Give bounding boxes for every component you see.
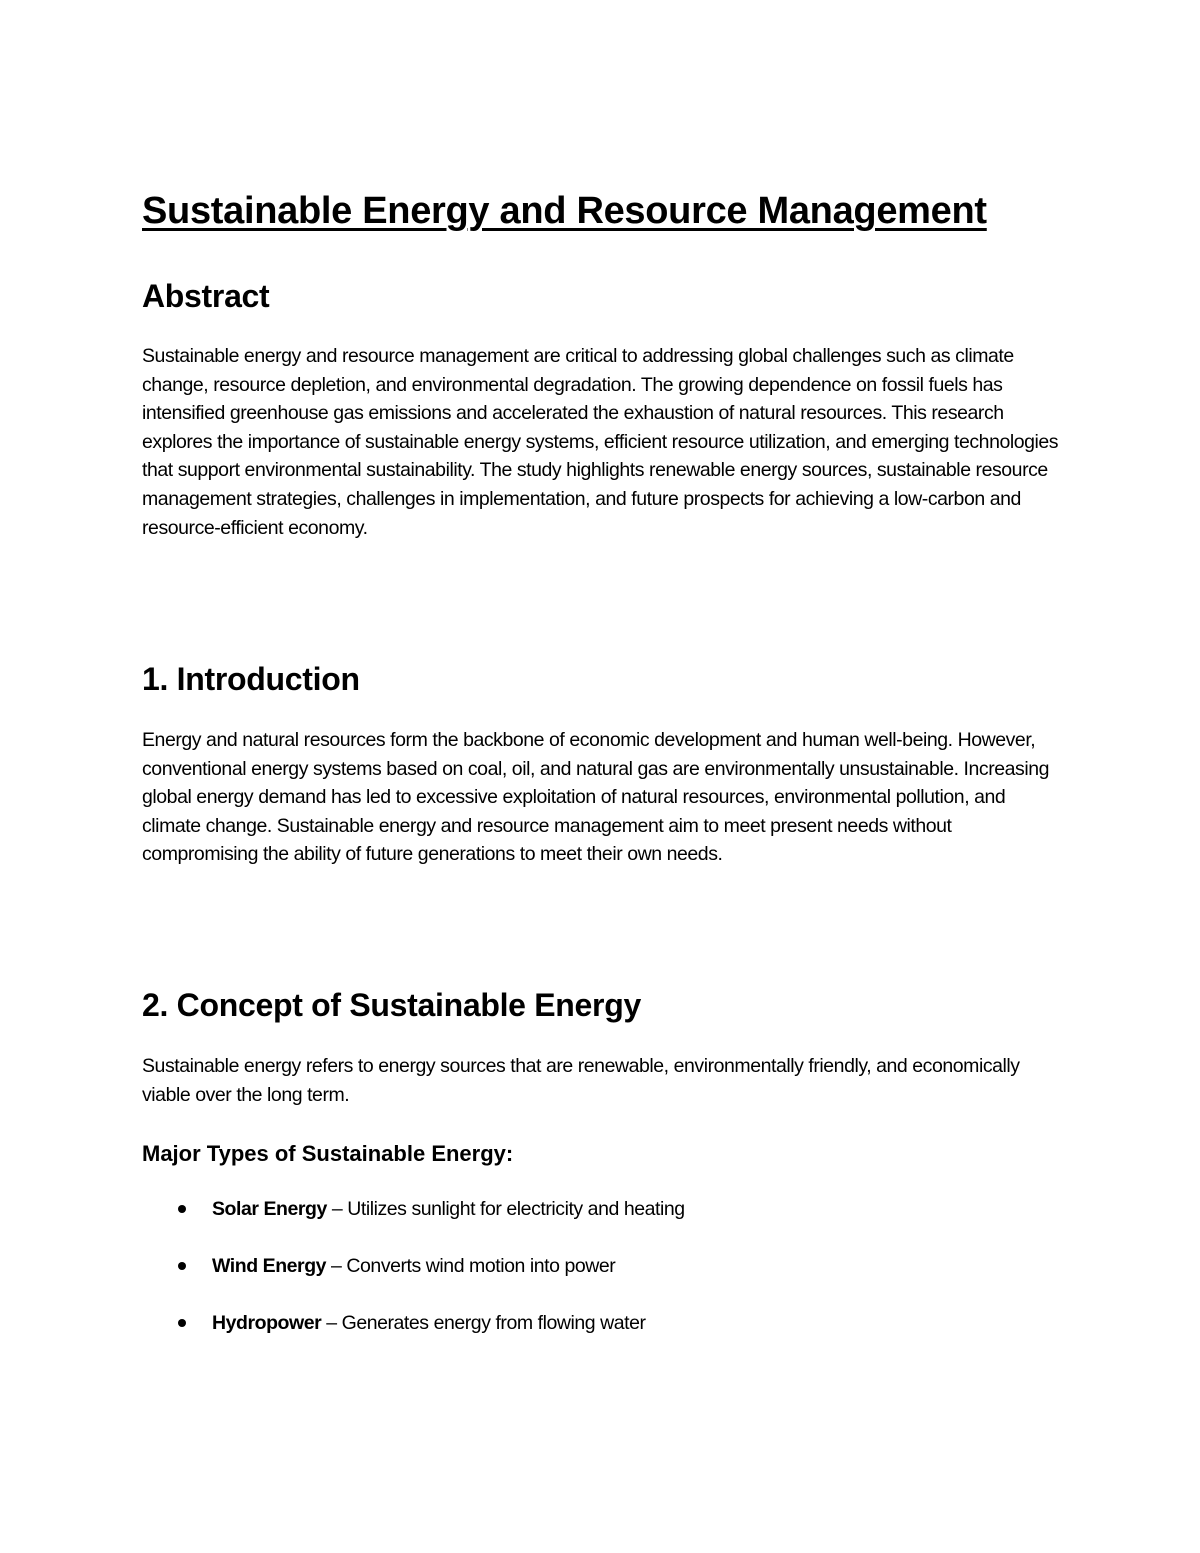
list-item-text	[212, 1251, 615, 1281]
list-item-text	[212, 1194, 685, 1224]
bullet-icon	[178, 1262, 186, 1270]
introduction-heading: 1. Introduction	[142, 661, 360, 697]
list-item-term: Hydropower	[212, 1312, 322, 1334]
list-item-text	[212, 1308, 646, 1338]
bullet-icon	[178, 1205, 186, 1213]
energy-types-subheading: Major Types of Sustainable Energy:	[142, 1141, 514, 1166]
concept-paragraph: Sustainable energy refers to energy sources that are renewable, environmentally friendly, and economically viable over the long term.	[142, 1055, 1020, 1106]
abstract-paragraph: Sustainable energy and resource management are critical to addressing global challenges such as climate change, resource depletion, and environmental degradation. The growing dependence on fossil fuels has intensified greenhouse gas emissions and accelerated the exhaustion of natural resources. This research explores the importance of sustainable energy systems, efficient resource utilization, and emerging technologies that support environmental sustainability. The study highlights renewable energy sources, sustainable resource management strategies, challenges in implementation, and future prospects for achieving a low-carbon and resource-efficient economy.	[142, 345, 1059, 539]
bullet-icon	[178, 1319, 186, 1327]
list-item-term: Solar Energy	[212, 1198, 327, 1220]
introduction-paragraph: Energy and natural resources form the backbone of economic development and human well-being. However, conventional energy systems based on coal, oil, and natural gas are environmentally unsustainable. Increasing global energy demand has led to excessive exploitation of natural resources, environmental pollution, and climate change. Sustainable energy and resource management aim to meet present needs without compromising the ability of future generations to meet their own needs.	[142, 729, 1050, 866]
list-item-description: – Converts wind motion into power	[326, 1255, 616, 1277]
list-item-description: – Generates energy from flowing water	[321, 1312, 646, 1334]
list-item-description: – Utilizes sunlight for electricity and heating	[326, 1198, 685, 1220]
concept-heading: 2. Concept of Sustainable Energy	[142, 987, 641, 1023]
list-item-term: Wind Energy	[212, 1255, 327, 1277]
abstract-heading: Abstract	[142, 278, 270, 314]
document-title: Sustainable Energy and Resource Management	[142, 190, 987, 232]
